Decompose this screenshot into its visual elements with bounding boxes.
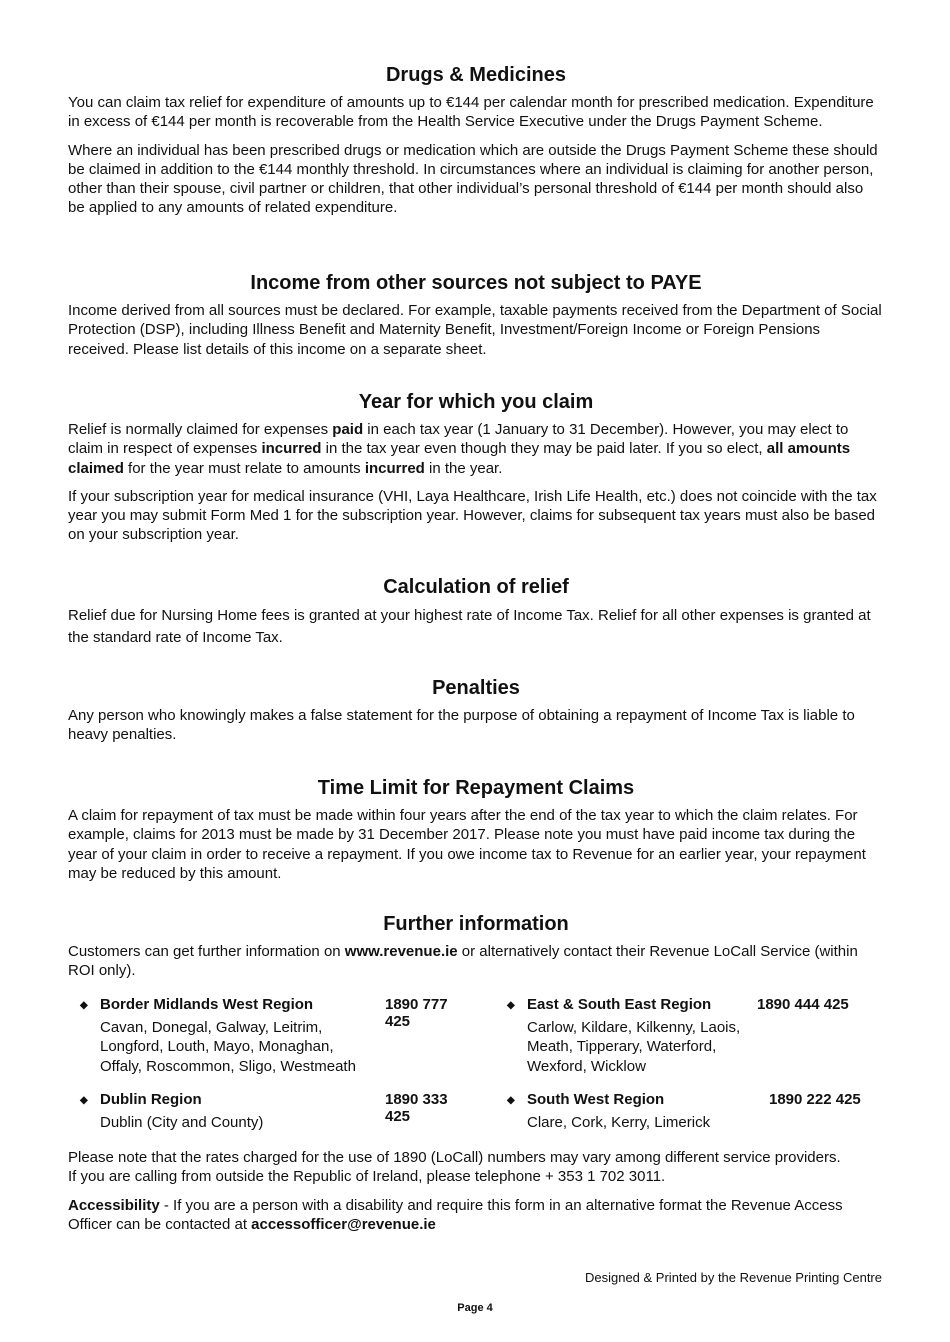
outside-roi-note: If you are calling from outside the Republic of Ireland, please telephone + 353 1 702 3011.: [68, 1168, 666, 1186]
bullet-diamond-icon: ◆: [80, 1095, 88, 1106]
county-line: Carlow, Kildare, Kilkenny, Laois,: [527, 1019, 741, 1036]
text-run: Income derived from all sources must be declared. For example, taxable payments received from the Department of Social Protection (DSP), including Illness Benefit and Maternity Benefit, Investment/Foreign Income or Foreign Pensions received. Please list details of this income on a separate sheet.: [68, 302, 882, 358]
text-run: in each tax year (1 January to 31 December). However, you may elect to claim in respect of expenses: [68, 421, 849, 458]
page-number: Page 4: [457, 1302, 493, 1314]
region-phone[interactable]: 1890 333 425: [385, 1091, 448, 1125]
county-line: Offaly, Roscommon, Sligo, Westmeath: [100, 1057, 356, 1075]
region-dublin: [68, 1091, 468, 1132]
text-run: Relief due for Nursing Home fees is granted at your highest rate of Income Tax. Relief for all other expenses is granted at the standard rate of Income Tax.: [68, 607, 871, 646]
text-run: Where an individual has been prescribed drugs or medication which are outside the Drugs Payment Scheme these should be claimed in addition to the €144 monthly threshold. In circumstances where an individual is claiming for another person, other than their spouse, civil partner or children, that other individual’s personal threshold of €144 per month should also be applied to any amounts of related expenditure.: [68, 141, 878, 217]
text-run: If your subscription year for medical insurance (VHI, Laya Healthcare, Irish Life Health, etc.) does not coincide with the tax year you may submit Form Med 1 for the subscription year. However, claims for subsequent tax years must also be based on your subscription year.: [68, 487, 877, 544]
region-phone[interactable]: 1890 777 425: [385, 996, 448, 1030]
paragraph: [68, 141, 884, 218]
accessibility-text: - If you are a person with a disability and require this form in an alternative format the Revenue Access Officer can be contacted at: [68, 1196, 843, 1233]
paragraph: [68, 942, 884, 981]
text-run: or alternatively contact their Revenue LoCall Service (within ROI only).: [68, 943, 858, 980]
section-heading: Income from other sources not subject to PAYE: [250, 272, 702, 294]
text-run: for the year must relate to amounts: [123, 459, 365, 477]
region-name: Border Midlands West Region: [100, 996, 314, 1013]
bold-text: incurred: [261, 440, 322, 458]
bullet-diamond-icon: ◆: [80, 1000, 88, 1011]
rates-note: Please note that the rates charged for the use of 1890 (LoCall) numbers may vary among different service providers.: [68, 1149, 841, 1166]
section-heading: Drugs & Medicines: [385, 64, 567, 86]
text-run: in the tax year even though they may be paid later. If you so elect,: [321, 440, 767, 458]
section-heading: Calculation of relief: [383, 576, 569, 598]
accessibility-label: Accessibility: [68, 1196, 160, 1214]
paragraph: [68, 487, 884, 545]
region-counties: [527, 1018, 895, 1076]
county-line: Cavan, Donegal, Galway, Leitrim,: [100, 1019, 323, 1036]
region-header: [495, 1091, 895, 1113]
county-line: Dublin (City and County): [100, 1114, 264, 1131]
section: [68, 271, 884, 368]
bold-text: incurred: [364, 459, 425, 477]
bold-text: www.revenue.ie: [344, 943, 458, 960]
paragraph: [68, 301, 884, 359]
text-run: You can claim tax relief for expenditure of amounts up to €144 per calendar month for prescribed medication. Expenditure in excess of €144 per month is recoverable from the Health Service Executive under the Drugs Payment Scheme.: [68, 94, 874, 131]
text-run: Any person who knowingly makes a false statement for the purpose of obtaining a repayment of Income Tax is liable to heavy penalties.: [68, 707, 855, 744]
region-name: Dublin Region: [100, 1091, 202, 1108]
bullet-diamond-icon: ◆: [507, 1000, 515, 1011]
section-heading: Penalties: [432, 677, 520, 699]
section-heading: Time Limit for Repayment Claims: [317, 777, 635, 799]
region-south-west: [495, 1091, 895, 1132]
contact-notes: [68, 1148, 884, 1243]
county-line: Clare, Cork, Kerry, Limerick: [527, 1114, 711, 1131]
region-name: East & South East Region: [527, 996, 712, 1013]
region-phone[interactable]: 1890 444 425: [757, 996, 849, 1013]
bold-text: paid: [332, 421, 364, 438]
section: [68, 63, 884, 227]
county-line: Wexford, Wicklow: [527, 1057, 646, 1075]
accessibility-note: [68, 1196, 884, 1235]
section-heading: Year for which you claim: [358, 391, 594, 413]
county-line: Longford, Louth, Mayo, Monaghan,: [100, 1038, 334, 1056]
section: [68, 390, 884, 554]
text-run: A claim for repayment of tax must be made within four years after the end of the tax year to which the claim relates. For example, claims for 2013 must be made by 31 December 2017. Please note you must have paid income tax during the year of your claim in order to receive a repayment. If you owe income tax to Revenue for an earlier year, your repayment may be reduced by this amount.: [68, 807, 866, 882]
region-east-south-east: [495, 996, 895, 1076]
paragraph: [68, 605, 884, 649]
text-run: in the year.: [424, 459, 503, 477]
paragraph: [68, 93, 884, 132]
bold-text: all amounts claimed: [68, 440, 851, 477]
region-name: South West Region: [527, 1091, 665, 1108]
section: [68, 676, 884, 754]
bullet-diamond-icon: ◆: [507, 1095, 515, 1106]
section-heading: Further information: [383, 913, 569, 935]
printer-credit: Designed & Printed by the Revenue Printing Centre: [584, 1270, 882, 1285]
section: [68, 575, 884, 658]
region-header: [495, 996, 895, 1018]
section: [68, 776, 884, 892]
paragraph: [68, 420, 884, 478]
county-line: Meath, Tipperary, Waterford,: [527, 1038, 717, 1056]
text-run: Customers can get further information on: [68, 943, 345, 960]
region-border-midlands-west: [68, 996, 468, 1076]
text-run: Relief is normally claimed for expenses: [68, 421, 333, 438]
access-officer-email[interactable]: accessofficer@revenue.ie: [251, 1215, 436, 1233]
paragraph: [68, 806, 884, 883]
region-counties: [527, 1113, 895, 1132]
section: [68, 912, 884, 990]
region-phone[interactable]: 1890 222 425: [769, 1091, 861, 1108]
paragraph: [68, 706, 884, 745]
